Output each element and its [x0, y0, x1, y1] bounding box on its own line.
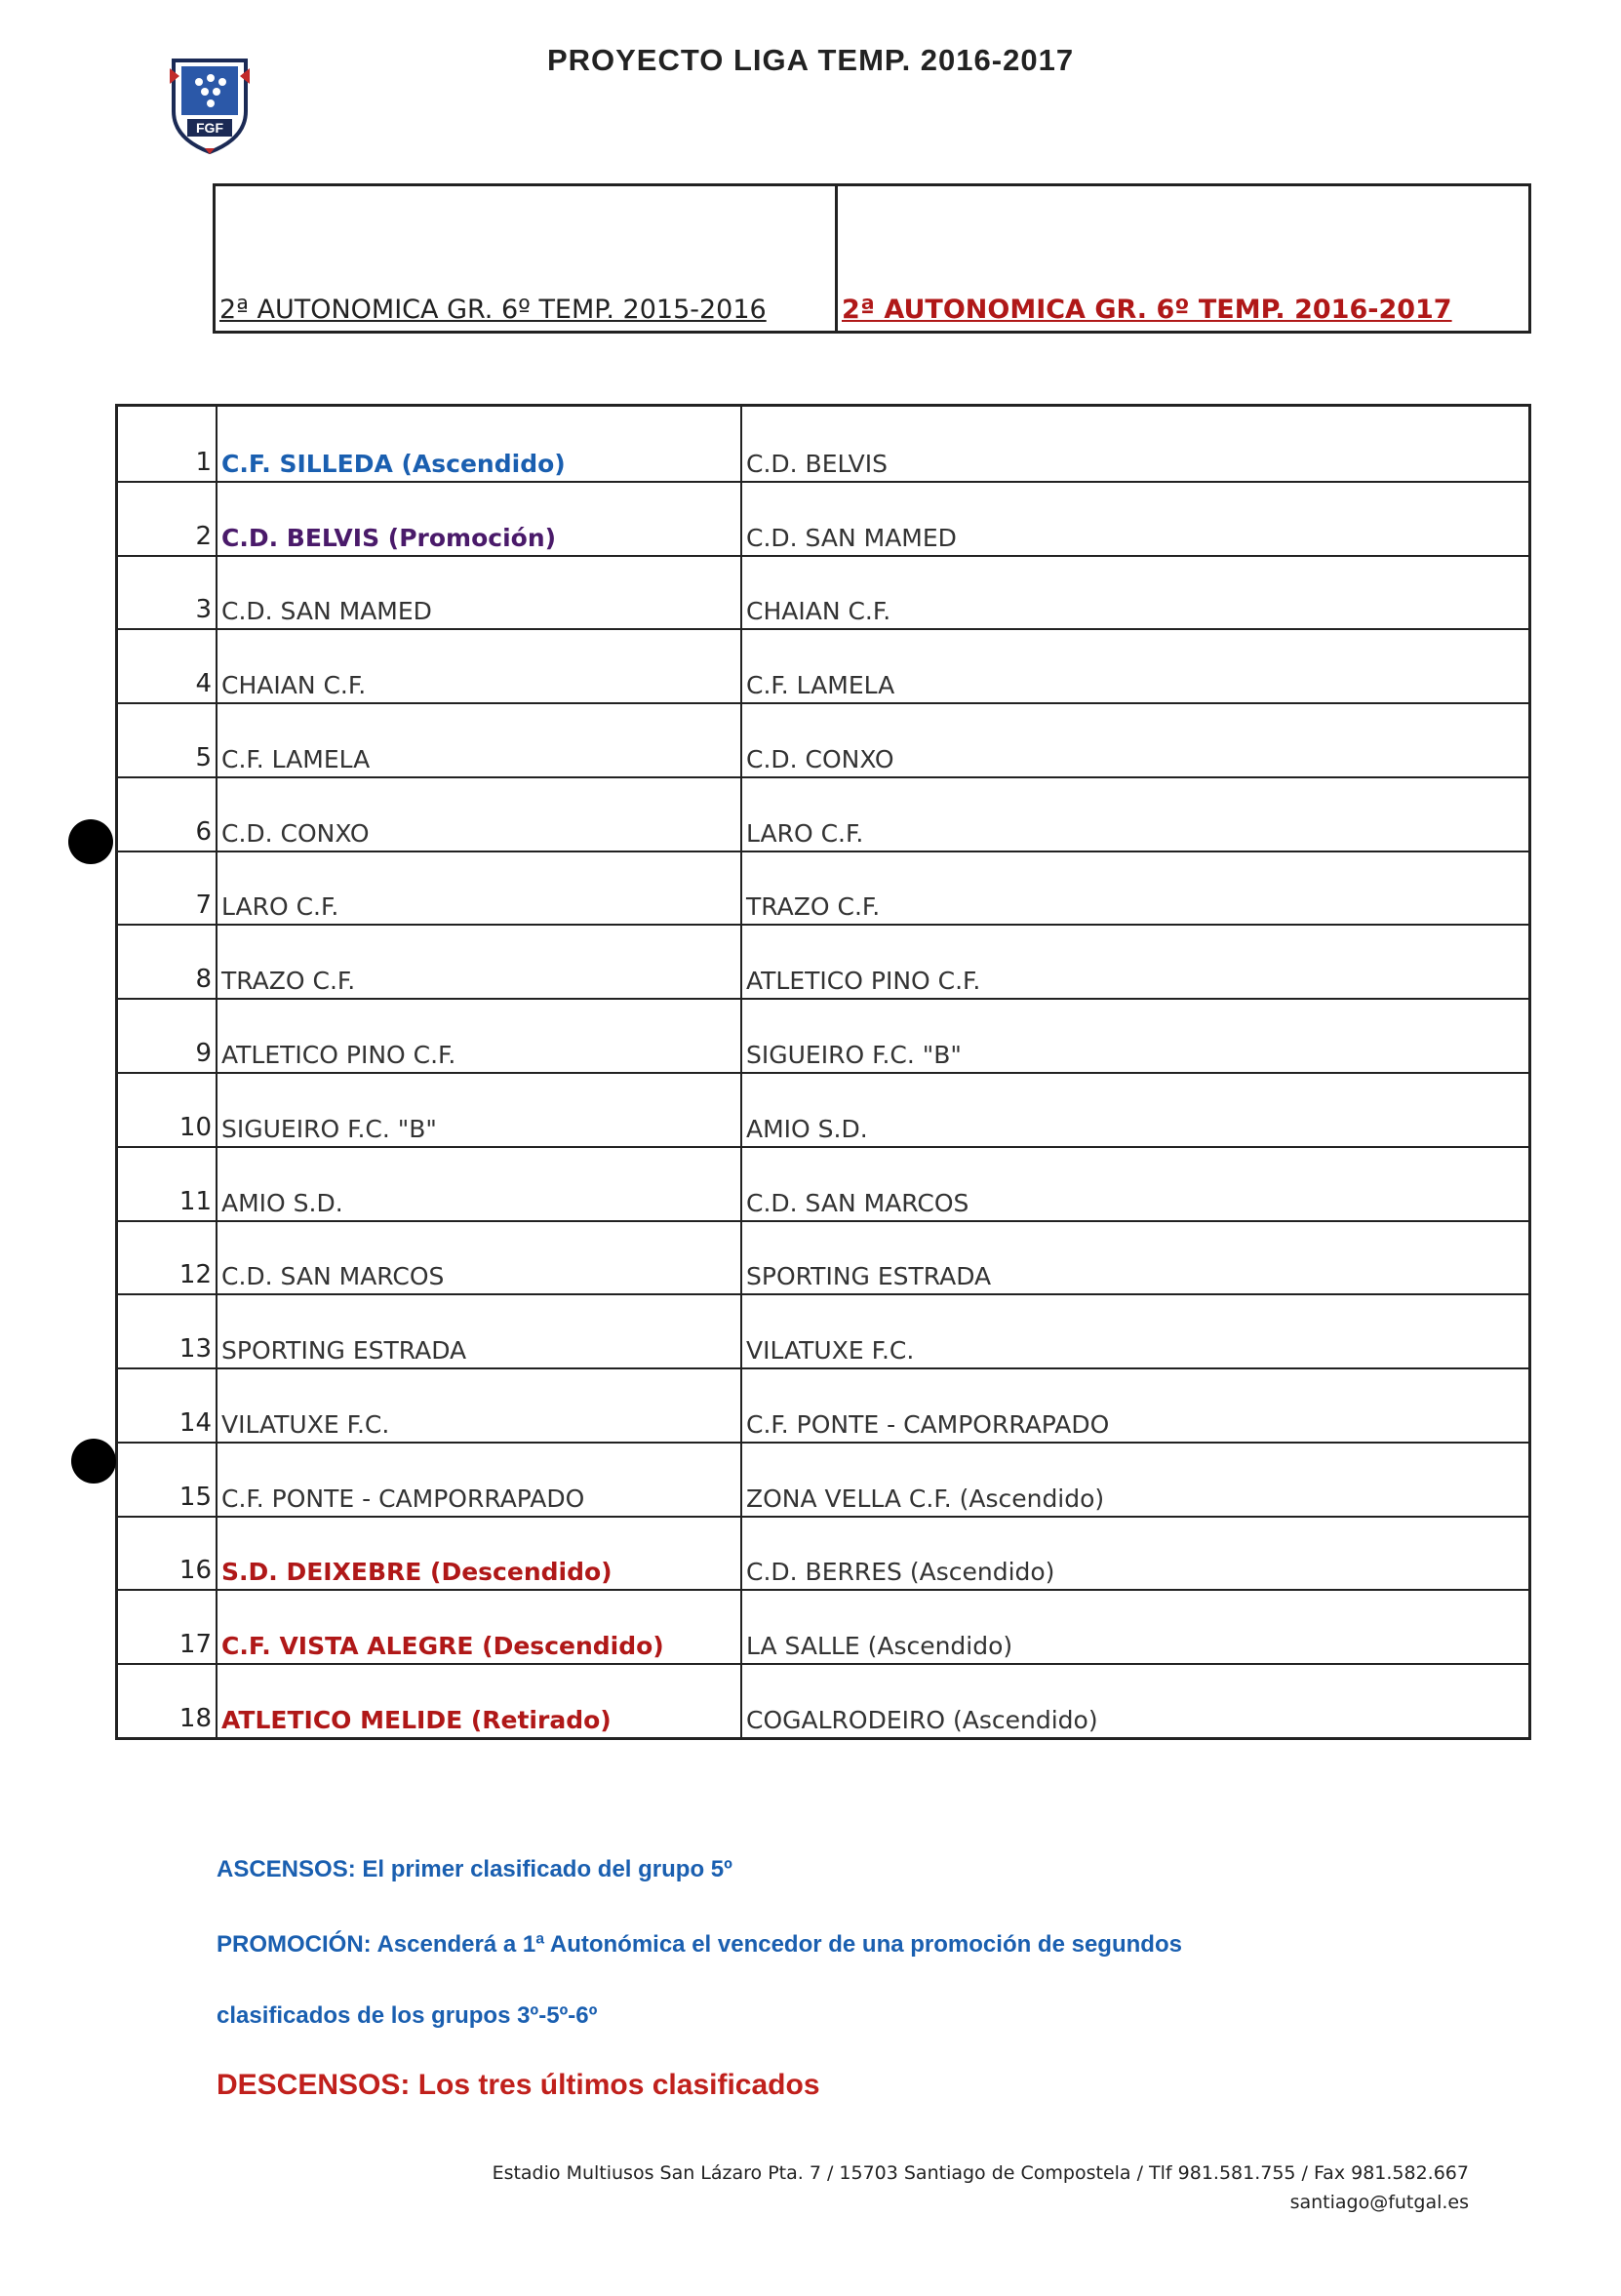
season-header-table — [213, 183, 1531, 334]
prev-season-cell — [216, 1518, 740, 1590]
prev-season-cell — [216, 483, 740, 555]
prev-season-cell — [216, 1148, 740, 1220]
prev-season-cell — [216, 630, 740, 702]
prev-season-team: CHAIAN C.F. — [221, 671, 367, 700]
next-season-cell — [740, 1444, 1528, 1516]
prev-season-team: ATLETICO MELIDE (Retirado) — [221, 1705, 612, 1734]
next-season-cell — [740, 1000, 1528, 1072]
next-season-cell — [740, 852, 1528, 925]
next-season-cell — [740, 557, 1528, 629]
position-number: 3 — [195, 595, 212, 625]
table-row — [118, 1146, 1528, 1220]
next-season-team: C.D. BERRES (Ascendido) — [746, 1558, 1055, 1587]
table-row — [118, 628, 1528, 702]
prev-season-team: LARO C.F. — [221, 892, 339, 922]
next-season-cell — [740, 926, 1528, 998]
table-row — [118, 1220, 1528, 1294]
position-number: 10 — [178, 1112, 212, 1142]
next-season-cell — [740, 407, 1528, 481]
table-row — [118, 1367, 1528, 1442]
prev-season-team: SPORTING ESTRADA — [221, 1336, 467, 1366]
prev-season-cell — [216, 704, 740, 776]
footer-address: Estadio Multiusos San Lázaro Pta. 7 / 15703 Santiago de Compostela / Tlf 981.581.755 / Fax 981.582.667 — [492, 2162, 1469, 2184]
next-season-team: C.F. LAMELA — [746, 671, 895, 700]
prev-season-team: C.D. SAN MARCOS — [221, 1262, 445, 1291]
prev-season-team: C.F. PONTE - CAMPORRAPADO — [221, 1484, 585, 1513]
prev-season-team: C.F. VISTA ALEGRE (Descendido) — [221, 1632, 664, 1661]
position-number: 2 — [195, 521, 212, 551]
table-row — [118, 851, 1528, 925]
prev-season-cell — [216, 1591, 740, 1663]
next-season-cell — [740, 1665, 1528, 1737]
table-row — [118, 1293, 1528, 1367]
next-season-team: LA SALLE (Ascendido) — [746, 1632, 1013, 1661]
next-season-team: C.D. SAN MAMED — [746, 523, 957, 552]
prev-season-cell — [216, 926, 740, 998]
next-season-cell — [740, 1295, 1528, 1367]
position-number: 16 — [178, 1556, 212, 1586]
next-season-cell — [740, 630, 1528, 702]
position-number: 6 — [195, 816, 212, 847]
table-row — [118, 1589, 1528, 1663]
next-season-team: ZONA VELLA C.F. (Ascendido) — [746, 1484, 1105, 1513]
table-row — [118, 702, 1528, 776]
table-row — [118, 407, 1528, 481]
next-season-cell — [740, 1148, 1528, 1220]
table-row — [118, 1663, 1528, 1737]
prev-season-cell — [216, 1665, 740, 1737]
position-number: 15 — [178, 1482, 212, 1512]
position-number: 14 — [178, 1407, 212, 1438]
prev-season-cell — [216, 557, 740, 629]
next-season-team: AMIO S.D. — [746, 1114, 868, 1143]
punch-hole-top — [68, 819, 113, 864]
prev-season-cell — [216, 1222, 740, 1294]
next-season-team: VILATUXE F.C. — [746, 1336, 915, 1366]
prev-season-team: C.D. CONXO — [221, 818, 370, 848]
prev-season-cell — [216, 1074, 740, 1146]
table-row — [118, 776, 1528, 851]
next-season-cell — [740, 483, 1528, 555]
prev-season-cell — [216, 1369, 740, 1442]
next-season-team: C.F. PONTE - CAMPORRAPADO — [746, 1409, 1110, 1439]
prev-season-team: SIGUEIRO F.C. "B" — [221, 1114, 437, 1143]
prev-season-cell — [216, 1444, 740, 1516]
table-row — [118, 1072, 1528, 1146]
position-number: 1 — [195, 447, 212, 477]
position-number: 13 — [178, 1334, 212, 1365]
next-season-team: C.D. BELVIS — [746, 449, 889, 478]
descensos-note: DESCENSOS: Los tres últimos clasificados — [217, 2069, 820, 2101]
next-season-cell — [740, 1518, 1528, 1590]
prev-season-team: S.D. DEIXEBRE (Descendido) — [221, 1558, 613, 1587]
table-row — [118, 1516, 1528, 1590]
prev-season-team: VILATUXE F.C. — [221, 1409, 390, 1439]
promocion-note-continued: clasificados de los grupos 3º-5º-6º — [217, 2002, 598, 2029]
next-season-label: 2ª AUTONOMICA GR. 6º TEMP. 2016-2017 — [842, 295, 1452, 325]
page-title: PROYECTO LIGA TEMP. 2016-2017 — [546, 43, 1075, 77]
next-season-team: TRAZO C.F. — [746, 892, 881, 922]
table-row — [118, 998, 1528, 1072]
table-row — [118, 1442, 1528, 1516]
next-season-cell — [740, 704, 1528, 776]
prev-season-cell — [216, 1000, 740, 1072]
position-number: 18 — [178, 1703, 212, 1733]
logo-text: FGF — [196, 120, 223, 136]
next-season-team: CHAIAN C.F. — [746, 597, 891, 626]
next-season-team: ATLETICO PINO C.F. — [746, 967, 981, 996]
position-number: 5 — [195, 742, 212, 772]
next-season-team: C.D. SAN MARCOS — [746, 1188, 969, 1217]
footer-email: santiago@futgal.es — [1289, 2192, 1469, 2213]
position-number: 17 — [178, 1630, 212, 1660]
position-number: 12 — [178, 1260, 212, 1290]
table-row — [118, 924, 1528, 998]
prev-season-team: TRAZO C.F. — [221, 967, 356, 996]
next-season-team: COGALRODEIRO (Ascendido) — [746, 1705, 1098, 1734]
table-row — [118, 555, 1528, 629]
punch-hole-bottom — [71, 1439, 116, 1484]
table-row — [118, 481, 1528, 555]
prev-season-label: 2ª AUTONOMICA GR. 6º TEMP. 2015-2016 — [219, 295, 767, 325]
prev-season-team: C.D. BELVIS (Promoción) — [221, 523, 557, 552]
next-season-cell — [740, 778, 1528, 851]
prev-season-cell — [216, 407, 740, 481]
ascensos-note: ASCENSOS: El primer clasificado del grupo 5º — [217, 1856, 732, 1882]
prev-season-cell — [216, 1295, 740, 1367]
position-number: 8 — [195, 965, 212, 995]
position-number: 9 — [195, 1038, 212, 1068]
prev-season-team: ATLETICO PINO C.F. — [221, 1040, 456, 1069]
position-number: 4 — [195, 669, 212, 699]
prev-season-team: C.D. SAN MAMED — [221, 597, 432, 626]
prev-season-cell — [216, 852, 740, 925]
header-cell-next-season — [838, 186, 1528, 331]
prev-season-team: C.F. SILLEDA (Ascendido) — [221, 449, 566, 478]
next-season-team: SPORTING ESTRADA — [746, 1262, 992, 1291]
next-season-team: LARO C.F. — [746, 818, 864, 848]
next-season-cell — [740, 1369, 1528, 1442]
next-season-cell — [740, 1591, 1528, 1663]
position-number: 7 — [195, 891, 212, 921]
next-season-cell — [740, 1074, 1528, 1146]
next-season-team: SIGUEIRO F.C. "B" — [746, 1040, 962, 1069]
prev-season-team: C.F. LAMELA — [221, 744, 371, 773]
position-number: 11 — [178, 1186, 212, 1216]
header-cell-prev-season — [216, 186, 838, 331]
prev-season-cell — [216, 778, 740, 851]
prev-season-team: AMIO S.D. — [221, 1188, 343, 1217]
next-season-cell — [740, 1222, 1528, 1294]
promocion-note: PROMOCIÓN: Ascenderá a 1ª Autonómica el vencedor de una promoción de segundos — [217, 1931, 1182, 1958]
next-season-team: C.D. CONXO — [746, 744, 894, 773]
league-table — [115, 404, 1531, 1740]
